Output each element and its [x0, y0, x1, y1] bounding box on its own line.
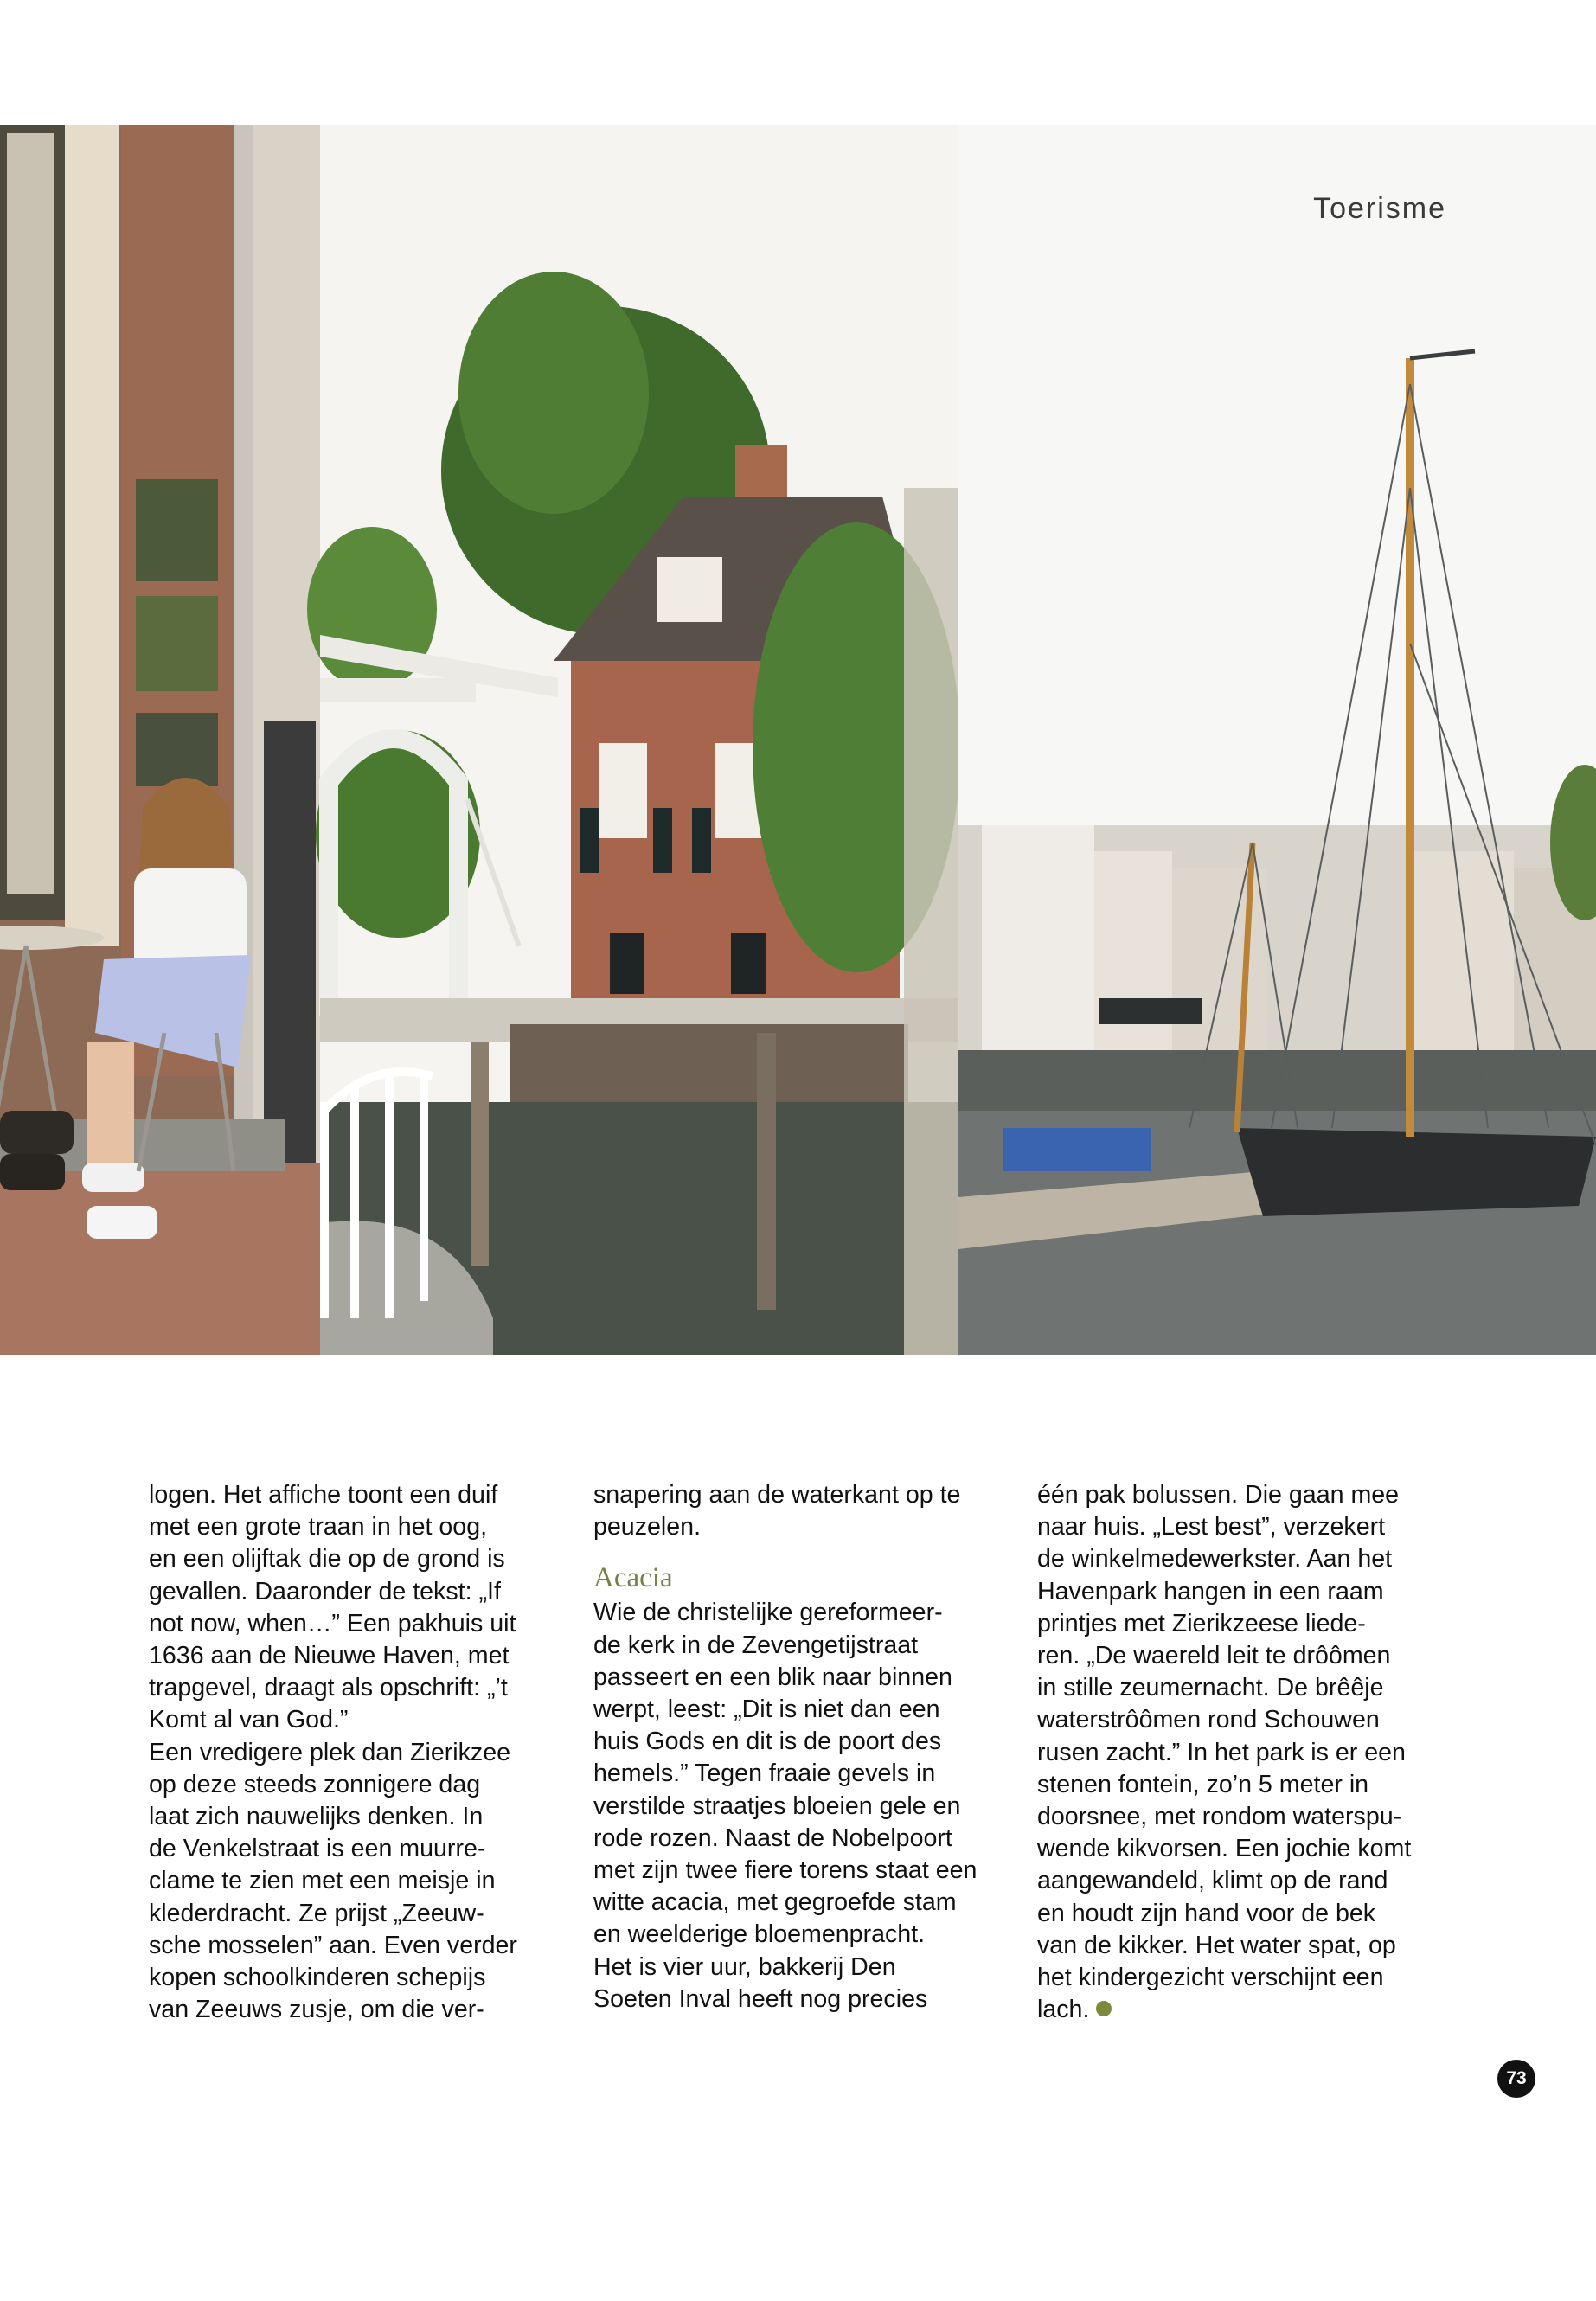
- text-line: het kindergezicht verschijnt een: [1037, 1964, 1384, 1992]
- text-line: werpt, leest: „Dit is niet dan een: [593, 1695, 940, 1724]
- text-line: logen. Het affiche toont een duif: [149, 1481, 498, 1509]
- text-line: en houdt zijn hand voor de bek: [1037, 1899, 1376, 1927]
- text-line: van Zeeuws zusje, om die ver-: [149, 1996, 484, 2024]
- column-3-text: [1037, 1479, 1435, 2026]
- text-line: in stille zeumernacht. De brêêje: [1037, 1674, 1384, 1702]
- text-line: passeert en een blik naar binnen: [593, 1663, 952, 1691]
- page-number-badge: 73: [1497, 2060, 1535, 2098]
- end-mark-dot-icon: [1096, 2001, 1112, 2016]
- text-line: op deze steeds zonnigere dag: [149, 1770, 481, 1798]
- text-line: rode rozen. Naast de Nobelpoort: [593, 1823, 952, 1852]
- text-line: ren. „De waereld leit te drôômen: [1037, 1642, 1391, 1670]
- section-label: Toerisme: [1313, 192, 1446, 225]
- text-line: trapgevel, draagt als opschrift: „’t: [149, 1674, 508, 1702]
- text-line: lach.: [1037, 1996, 1090, 2024]
- text-line: clame te zien met een meisje in: [149, 1867, 496, 1895]
- terrace-girl-photo: [0, 125, 320, 1355]
- text-line: not now, when…” Een pakhuis uit: [149, 1609, 516, 1638]
- text-line: Komt al van God.”: [149, 1706, 349, 1734]
- column-1-text: [149, 1479, 547, 2026]
- text-line: van de kikker. Het water spat, op: [1037, 1931, 1396, 1959]
- text-line: gevallen. Daaronder de tekst: „If: [149, 1577, 501, 1606]
- text-line: de kerk in de Zevengetijstraat: [593, 1631, 919, 1659]
- text-line: stenen fontein, zo’n 5 meter in: [1037, 1770, 1369, 1798]
- column-2-text-after: [593, 1597, 991, 2016]
- text-line: laat zich nauwelijks denken. In: [149, 1803, 484, 1831]
- text-line: peuzelen.: [593, 1513, 702, 1541]
- photo-collage: [0, 125, 1596, 1355]
- column-2-text-before: [593, 1479, 991, 1543]
- text-line: rusen zacht.” In het park is er een: [1037, 1738, 1406, 1766]
- text-line: snapering aan de waterkant op te: [593, 1481, 961, 1509]
- text-line: aangewandeld, klimt op de rand: [1037, 1867, 1388, 1895]
- text-line: sche mosselen” aan. Even verder: [149, 1931, 517, 1959]
- text-line: één pak bolussen. Die gaan mee: [1037, 1481, 1400, 1509]
- text-line: Wie de christelijke gereformeer-: [593, 1599, 943, 1627]
- text-line: witte acacia, met gegroefde stam: [593, 1888, 957, 1917]
- text-line: Het is vier uur, bakkerij Den: [593, 1952, 896, 1981]
- text-line: met een grote traan in het oog,: [149, 1513, 488, 1541]
- text-line: naar huis. „Lest best”, verzekert: [1037, 1513, 1386, 1541]
- text-line: met zijn twee fiere torens staat een: [593, 1856, 977, 1885]
- text-line: hemels.” Tegen fraaie gevels in: [593, 1759, 936, 1788]
- text-line: de winkelmedewerkster. Aan het: [1037, 1545, 1393, 1574]
- harbour-sailboat-photo: [958, 125, 1596, 1355]
- text-line-last: [1037, 1994, 1435, 2026]
- subheading-acacia: Acacia: [593, 1562, 673, 1594]
- text-line: Soeten Inval heeft nog precies: [593, 1984, 928, 2013]
- text-line: verstilde straatjes bloeien gele en: [593, 1791, 961, 1820]
- text-line: kopen schoolkinderen schepijs: [149, 1964, 486, 1992]
- text-line: en een olijftak die op de grond is: [149, 1545, 505, 1574]
- article-column-3: [1037, 1479, 1435, 2026]
- text-line: huis Gods en dit is de poort des: [593, 1727, 942, 1756]
- text-line: 1636 aan de Nieuwe Haven, met: [149, 1642, 510, 1670]
- text-line: printjes met Zierikzeese liede-: [1037, 1609, 1366, 1638]
- text-line: de Venkelstraat is een muurre-: [149, 1835, 486, 1863]
- article-column-2: [593, 1479, 991, 2016]
- text-line: en weelderige bloemenpracht.: [593, 1920, 926, 1949]
- photo-strip: [0, 125, 1596, 1355]
- article-column-1: [149, 1479, 547, 2026]
- text-line: klederdracht. Ze prijst „Zeeuw-: [149, 1899, 484, 1927]
- text-line: doorsnee, met rondom waterspu-: [1037, 1803, 1402, 1831]
- text-line: Een vredigere plek dan Zierikzee: [149, 1738, 511, 1766]
- text-line: waterstrôômen rond Schouwen: [1037, 1706, 1380, 1734]
- text-line: Havenpark hangen in een raam: [1037, 1577, 1384, 1606]
- drawbridge-house-photo: [307, 125, 960, 1355]
- text-line: wende kikvorsen. Een jochie komt: [1037, 1835, 1412, 1863]
